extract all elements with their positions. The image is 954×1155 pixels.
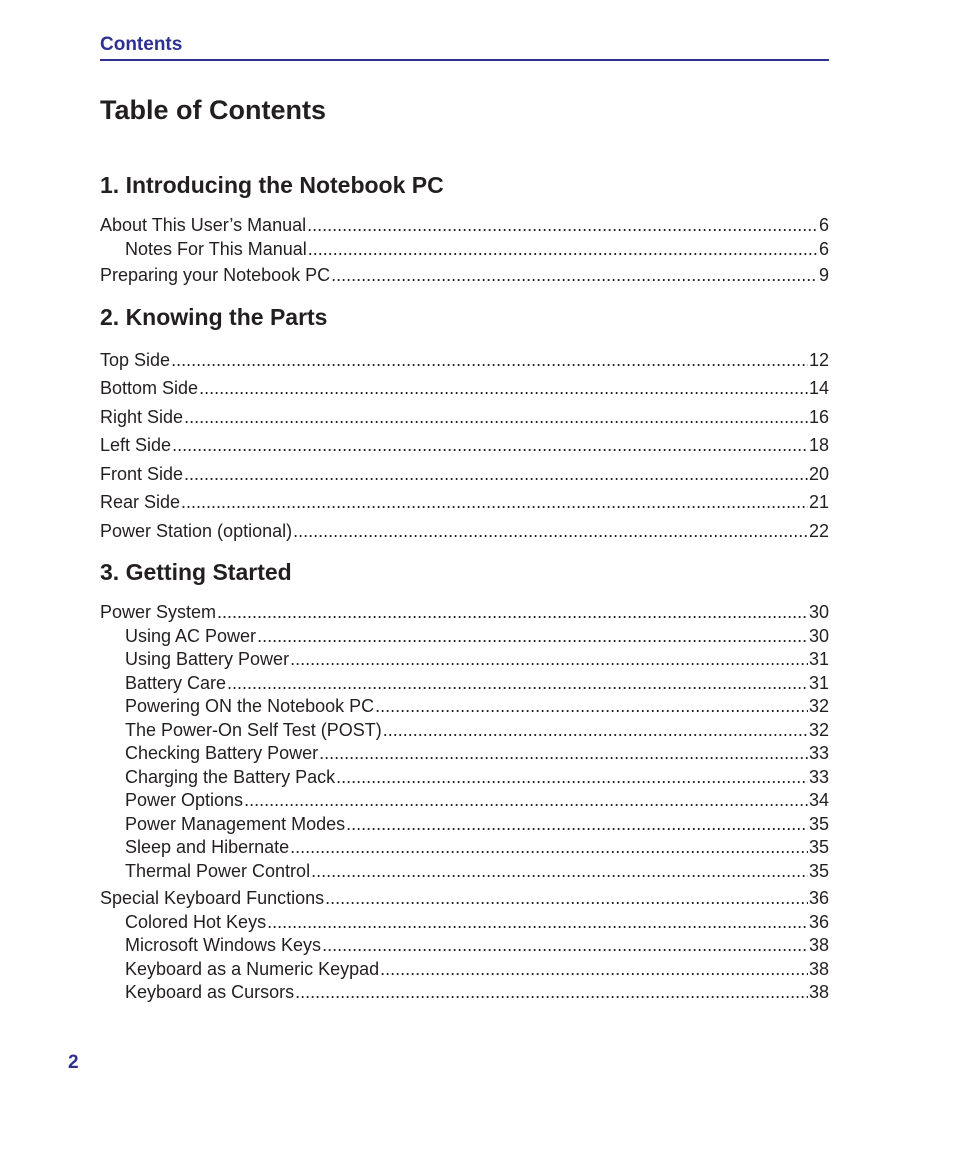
toc-entry-page: 12 (808, 349, 829, 370)
toc-entry[interactable] (100, 374, 829, 403)
section-title: 2. Knowing the Parts (100, 303, 328, 330)
section-title: 1. Introducing the Notebook PC (100, 172, 444, 198)
toc-entry-label: Thermal Power Control (125, 860, 311, 881)
toc-entry[interactable] (100, 403, 829, 432)
dot-leader (331, 261, 818, 290)
dot-leader (311, 860, 808, 884)
dot-leader (322, 934, 808, 958)
toc-entry-label: Using AC Power (125, 625, 257, 646)
toc-entry-page: 35 (808, 860, 829, 881)
toc-entry[interactable] (100, 488, 829, 517)
toc-entry-page: 38 (808, 982, 829, 1002)
toc-entry[interactable] (100, 261, 829, 290)
toc-entry[interactable] (100, 981, 829, 1005)
toc-entry-label: Rear Side (100, 492, 181, 512)
dot-leader (184, 460, 808, 489)
toc-entry[interactable] (100, 460, 829, 489)
toc-entry-page: 6 (818, 215, 829, 235)
toc-entry-label: Power Options (125, 790, 244, 810)
toc-entry[interactable] (100, 836, 829, 860)
toc-entry[interactable] (100, 648, 829, 672)
toc-entry-label: Bottom Side (100, 378, 199, 398)
toc-entry[interactable] (100, 695, 829, 719)
toc-entry-page: 34 (808, 790, 829, 810)
toc-entry-label: Powering ON the Notebook PC (125, 696, 375, 716)
toc-entry-page: 30 (808, 625, 829, 646)
toc-entry-label: Colored Hot Keys (125, 911, 267, 932)
toc-entry-page: 18 (808, 435, 829, 455)
toc-entry-label: Microsoft Windows Keys (125, 935, 322, 955)
dot-leader (319, 742, 808, 766)
toc-entry[interactable] (100, 672, 829, 696)
toc-entry[interactable] (100, 813, 829, 837)
toc-entry-page: 14 (808, 378, 829, 398)
toc-entry[interactable] (100, 214, 829, 238)
toc-entry-label: Notes For This Manual (125, 238, 307, 259)
toc-entry[interactable] (100, 601, 829, 625)
dot-leader (184, 403, 808, 432)
toc-entry-page: 31 (808, 672, 829, 693)
table-of-contents (100, 168, 829, 1015)
toc-entry-page: 38 (808, 958, 829, 979)
dot-leader (346, 813, 808, 837)
dot-leader (383, 719, 808, 743)
page-title: Table of Contents (100, 95, 326, 125)
dot-leader (325, 887, 808, 911)
toc-entry-label: Keyboard as Cursors (125, 982, 295, 1002)
toc-entry-page: 9 (818, 265, 829, 285)
toc-entry[interactable] (100, 346, 829, 375)
toc-entry-page: 20 (808, 463, 829, 484)
dot-leader (267, 911, 808, 935)
dot-leader (290, 648, 808, 672)
toc-entry[interactable] (100, 911, 829, 935)
toc-entry[interactable] (100, 238, 829, 262)
toc-entry-page: 35 (808, 837, 829, 857)
toc-entry-page: 32 (808, 696, 829, 716)
toc-entry-page: 21 (808, 492, 829, 512)
toc-entry[interactable] (100, 887, 829, 911)
toc-entry-page: 6 (818, 238, 829, 259)
toc-entry-label: Sleep and Hibernate (125, 837, 290, 857)
toc-entry-label: Power System (100, 602, 217, 622)
toc-entry-label: Checking Battery Power (125, 743, 319, 763)
toc-entry-page: 35 (808, 813, 829, 834)
toc-entry-label: Preparing your Notebook PC (100, 265, 331, 285)
toc-entry[interactable] (100, 431, 829, 460)
header-label: Contents (100, 34, 183, 55)
toc-entry[interactable] (100, 958, 829, 982)
page-number: 2 (68, 1052, 79, 1073)
toc-entry[interactable] (100, 517, 829, 546)
toc-entry-label: Front Side (100, 463, 184, 484)
toc-entry-label: Top Side (100, 349, 171, 370)
toc-entry-page: 30 (808, 602, 829, 622)
toc-entry-page: 16 (808, 406, 829, 427)
dot-leader (227, 672, 808, 696)
dot-leader (295, 981, 808, 1005)
toc-entry-label: Right Side (100, 406, 184, 427)
toc-entry-page: 33 (808, 743, 829, 763)
toc-entry-page: 36 (808, 911, 829, 932)
toc-entry[interactable] (100, 860, 829, 884)
dot-leader (307, 214, 818, 238)
toc-entry-label: Power Management Modes (125, 813, 346, 834)
dot-leader (217, 601, 808, 625)
dot-leader (375, 695, 808, 719)
toc-entry[interactable] (100, 742, 829, 766)
toc-entry-label: Keyboard as a Numeric Keypad (125, 958, 380, 979)
dot-leader (336, 766, 808, 790)
dot-leader (380, 958, 808, 982)
toc-entry-label: Left Side (100, 435, 172, 455)
toc-entry[interactable] (100, 766, 829, 790)
toc-entry-page: 38 (808, 935, 829, 955)
dot-leader (181, 488, 808, 517)
toc-section (100, 168, 829, 290)
toc-entry-label: About This User’s Manual (100, 215, 307, 235)
dot-leader (290, 836, 808, 860)
toc-section (100, 555, 829, 1005)
toc-entry[interactable] (100, 789, 829, 813)
toc-entry-label: Power Station (optional) (100, 520, 293, 541)
dot-leader (244, 789, 808, 813)
toc-entry-page: 33 (808, 766, 829, 787)
toc-section (100, 300, 829, 546)
dot-leader (257, 625, 808, 649)
toc-entry[interactable] (100, 719, 829, 743)
toc-entry-page: 31 (808, 649, 829, 669)
toc-entry-page: 36 (808, 888, 829, 908)
toc-entry[interactable] (100, 625, 829, 649)
dot-leader (308, 238, 818, 262)
toc-entry-page: 22 (808, 520, 829, 541)
toc-entry-label: Battery Care (125, 672, 227, 693)
dot-leader (171, 346, 808, 375)
dot-leader (199, 374, 808, 403)
toc-entry-label: Using Battery Power (125, 649, 290, 669)
toc-entry[interactable] (100, 934, 829, 958)
section-title: 3. Getting Started (100, 559, 292, 585)
toc-entry-label: Special Keyboard Functions (100, 888, 325, 908)
toc-entry-label: Charging the Battery Pack (125, 766, 336, 787)
dot-leader (293, 517, 808, 546)
toc-entry-label: The Power-On Self Test (POST) (125, 719, 382, 740)
toc-entry-page: 32 (808, 719, 829, 740)
running-header (100, 34, 829, 61)
dot-leader (172, 431, 808, 460)
